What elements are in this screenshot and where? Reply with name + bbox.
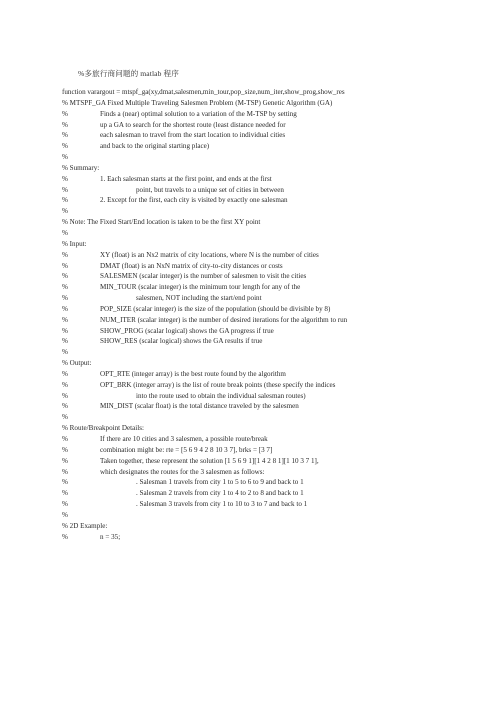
code-text: into the route used to obtain the individual salesman routes) bbox=[136, 391, 306, 400]
comment-marker: % bbox=[62, 250, 68, 259]
code-text: OPT_RTE (integer array) is the best route found by the algorithm bbox=[100, 369, 286, 378]
comment-marker: % bbox=[62, 478, 68, 487]
code-text: n = 35; bbox=[100, 532, 121, 541]
code-line bbox=[62, 271, 486, 282]
code-line bbox=[62, 423, 486, 434]
comment-marker: % bbox=[62, 315, 68, 324]
comment-marker: % bbox=[62, 153, 68, 162]
comment-marker: % bbox=[62, 283, 68, 292]
code-text: % 2D Example: bbox=[62, 521, 108, 530]
code-text: % MTSPF_GA Fixed Multiple Traveling Salesmen Problem (M-TSP) Genetic Algorithm (GA) bbox=[62, 98, 333, 107]
code-text: each salesman to travel from the start location to individual cities bbox=[100, 131, 286, 140]
comment-marker: % bbox=[62, 142, 68, 151]
code-line bbox=[62, 391, 486, 402]
code-line bbox=[62, 532, 486, 543]
code-text: and back to the original starting place) bbox=[100, 142, 210, 151]
code-text: point, but travels to a unique set of cities in between bbox=[136, 185, 284, 194]
code-text: SHOW_PROG (scalar logical) shows the GA progress if true bbox=[100, 326, 274, 335]
code-line bbox=[62, 228, 486, 239]
code-text: 1. Each salesman starts at the first point, and ends at the first bbox=[100, 174, 272, 183]
comment-marker: % bbox=[62, 445, 68, 454]
code-line bbox=[62, 445, 486, 456]
code-text: DMAT (float) is an NxN matrix of city-to-city distances or costs bbox=[100, 261, 283, 270]
code-line bbox=[62, 521, 486, 532]
code-line bbox=[62, 217, 486, 228]
comment-marker: % bbox=[62, 532, 68, 541]
comment-marker: % bbox=[62, 402, 68, 411]
code-line bbox=[62, 195, 486, 206]
comment-marker: % bbox=[62, 207, 68, 216]
code-text: function varargout = mtspf_ga(xy,dmat,salesmen,min_tour,pop_size,num_iter,show_prog,show_res bbox=[62, 88, 345, 96]
code-listing bbox=[62, 87, 486, 542]
code-line bbox=[62, 239, 486, 250]
comment-marker: % bbox=[62, 228, 68, 237]
code-line bbox=[62, 347, 486, 358]
comment-marker: % bbox=[62, 261, 68, 270]
code-line bbox=[62, 412, 486, 423]
comment-marker: % bbox=[62, 326, 68, 335]
code-line bbox=[62, 315, 486, 326]
comment-marker: % bbox=[62, 500, 68, 509]
code-text: OPT_BRK (integer array) is the list of route break points (these specify the indices bbox=[100, 380, 336, 389]
code-text: . Salesman 2 travels from city 1 to 4 to 2 to 8 and back to 1 bbox=[136, 489, 304, 498]
code-line bbox=[62, 488, 486, 499]
code-text: POP_SIZE (scalar integer) is the size of the population (should be divisible by 8) bbox=[100, 304, 331, 313]
code-line bbox=[62, 467, 486, 478]
code-text: SALESMEN (scalar integer) is the number of salesmen to visit the cities bbox=[100, 272, 307, 281]
code-line bbox=[62, 120, 486, 131]
comment-marker: % bbox=[62, 294, 68, 303]
code-text: If there are 10 cities and 3 salesmen, a possible route/break bbox=[100, 435, 268, 443]
comment-marker: % bbox=[62, 380, 68, 389]
code-text: XY (float) is an Nx2 matrix of city locations, where N is the number of cities bbox=[100, 250, 319, 259]
code-text: Taken together, these represent the solution [1 5 6 9 1][1 4 2 8 1][1 10 3 7 1], bbox=[100, 456, 319, 465]
code-line bbox=[62, 369, 486, 380]
code-line bbox=[62, 293, 486, 304]
code-text: . Salesman 1 travels from city 1 to 5 to 6 to 9 and back to 1 bbox=[136, 478, 304, 487]
code-line bbox=[62, 163, 486, 174]
comment-marker: % bbox=[62, 109, 68, 118]
code-line bbox=[62, 477, 486, 488]
code-text: % Route/Breakpoint Details: bbox=[62, 424, 144, 433]
comment-marker: % bbox=[62, 131, 68, 140]
comment-marker: % bbox=[62, 348, 68, 357]
code-line bbox=[62, 152, 486, 163]
code-text: % Input: bbox=[62, 239, 87, 248]
comment-marker: % bbox=[62, 510, 68, 519]
comment-marker: % bbox=[62, 391, 68, 400]
code-line bbox=[62, 510, 486, 521]
code-line bbox=[62, 206, 486, 217]
code-line bbox=[62, 261, 486, 272]
code-text: up a GA to search for the shortest route (least distance needed for bbox=[100, 120, 286, 129]
code-line bbox=[62, 380, 486, 391]
code-text: salesmen, NOT including the start/end point bbox=[136, 294, 262, 303]
comment-marker: % bbox=[62, 272, 68, 281]
comment-marker: % bbox=[62, 304, 68, 313]
code-line bbox=[62, 282, 486, 293]
code-line bbox=[62, 434, 486, 445]
code-text: % Output: bbox=[62, 359, 92, 368]
code-line bbox=[62, 109, 486, 120]
comment-marker: % bbox=[62, 413, 68, 422]
code-line bbox=[62, 304, 486, 315]
code-line bbox=[62, 87, 486, 98]
code-line bbox=[62, 130, 486, 141]
comment-marker: % bbox=[62, 435, 68, 443]
comment-marker: % bbox=[62, 456, 68, 465]
comment-marker: % bbox=[62, 467, 68, 476]
code-line bbox=[62, 250, 486, 261]
code-text: 2. Except for the first, each city is visited by exactly one salesman bbox=[100, 196, 288, 205]
code-line bbox=[62, 358, 486, 369]
code-text: NUM_ITER (scalar integer) is the number of desired iterations for the algorithm to run bbox=[100, 315, 348, 324]
comment-marker: % bbox=[62, 369, 68, 378]
code-text: % Note: The Fixed Start/End location is taken to be the first XY point bbox=[62, 218, 261, 227]
comment-marker: % bbox=[62, 337, 68, 346]
code-text: which designates the routes for the 3 salesmen as follows: bbox=[100, 467, 265, 476]
code-line bbox=[62, 326, 486, 337]
code-text: MIN_DIST (scalar float) is the total distance traveled by the salesmen bbox=[100, 402, 299, 411]
code-line bbox=[62, 499, 486, 510]
code-line bbox=[62, 185, 486, 196]
comment-marker: % bbox=[62, 489, 68, 498]
code-line bbox=[62, 456, 486, 467]
code-line bbox=[62, 141, 486, 152]
code-line bbox=[62, 336, 486, 347]
code-line bbox=[62, 401, 486, 412]
comment-marker: % bbox=[62, 174, 68, 183]
code-text: combination might be: rte = [5 6 9 4 2 8 10 3 7], brks = [3 7] bbox=[100, 445, 273, 454]
code-text: SHOW_RES (scalar logical) shows the GA results if true bbox=[100, 337, 263, 346]
comment-marker: % bbox=[62, 120, 68, 129]
code-line bbox=[62, 174, 486, 185]
comment-marker: % bbox=[62, 196, 68, 205]
code-line bbox=[62, 98, 486, 109]
code-text: . Salesman 3 travels from city 1 to 10 to 3 to 7 and back to 1 bbox=[136, 500, 308, 509]
code-text: Finds a (near) optimal solution to a variation of the M-TSP by setting bbox=[100, 109, 297, 118]
code-text: MIN_TOUR (scalar integer) is the minimum tour length for any of the bbox=[100, 283, 301, 292]
page-title: %多旅行商问题的 matlab 程序 bbox=[78, 69, 179, 78]
comment-marker: % bbox=[62, 185, 68, 194]
code-text: % Summary: bbox=[62, 163, 100, 172]
